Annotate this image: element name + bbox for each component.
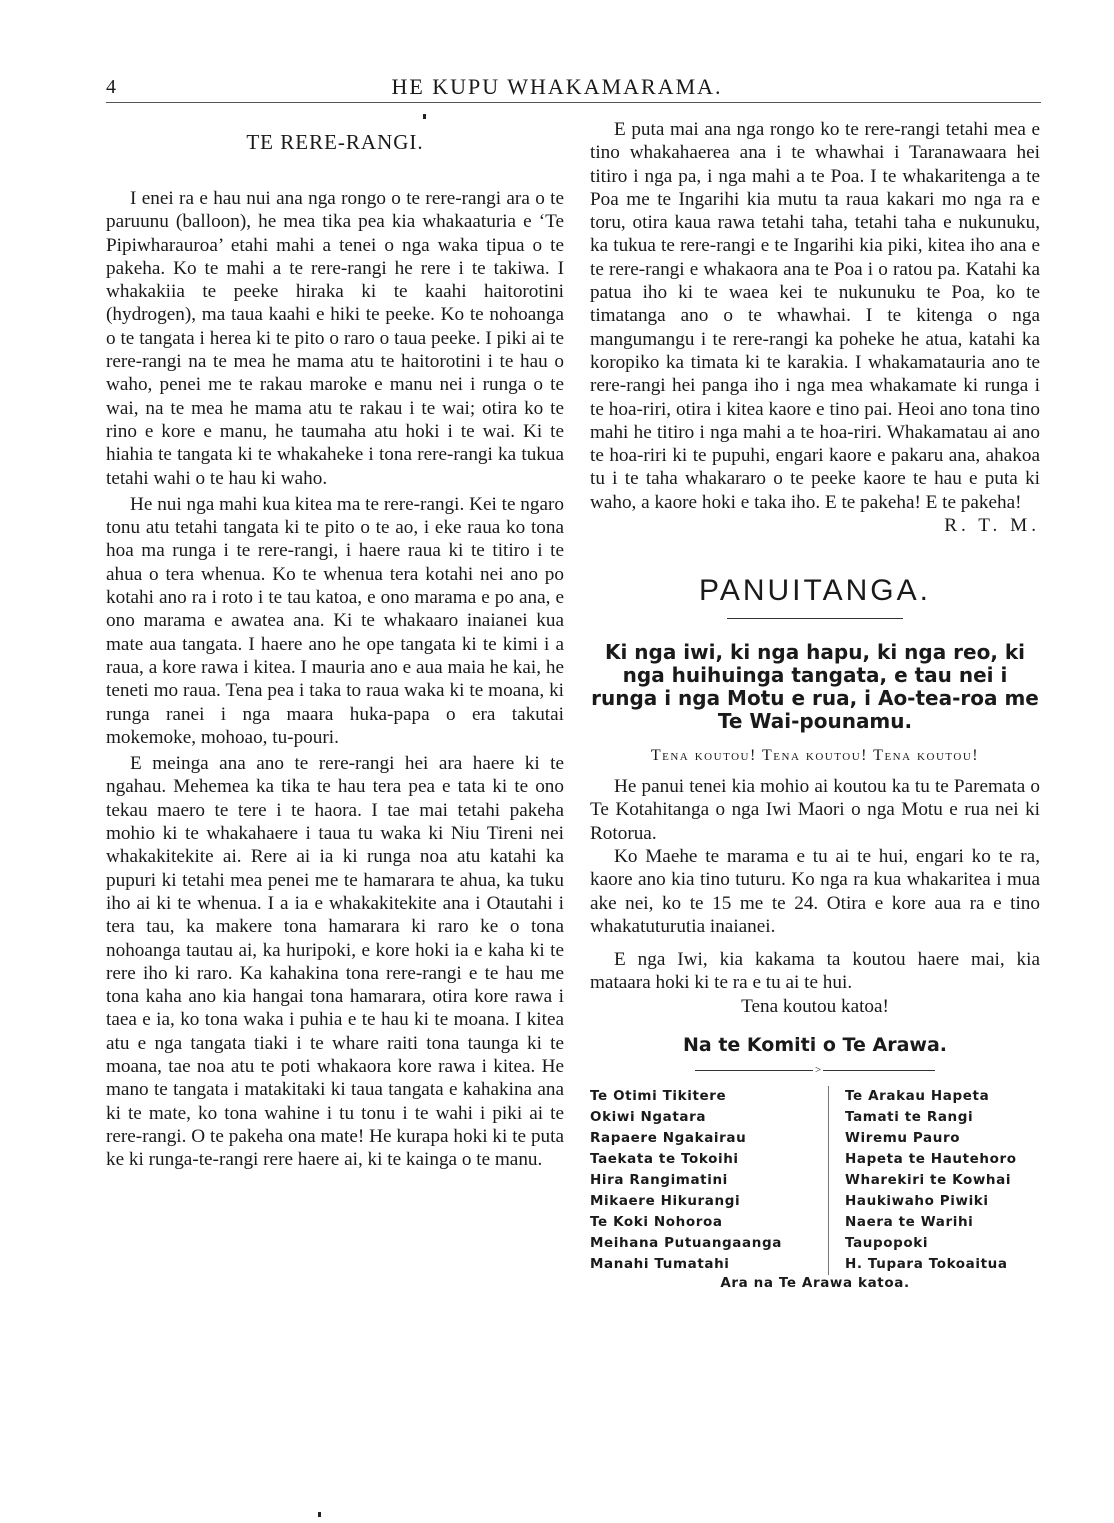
committee-member: Manahi Tumatahi — [590, 1255, 730, 1272]
committee-member: Wiremu Pauro — [845, 1129, 961, 1146]
notice-footer: Ara na Te Arawa katoa. — [720, 1274, 910, 1291]
article-paragraph-2: He nui nga mahi kua kitea ma te rere-rangi. Kei te ngaro tonu atu tetahi tangata ki te pito o te ao, i eke raua ko tona hoa ma runga i te rere-rangi, i haere raua ki te titiro i te ahua o tera whenua. Ko te whenua tera kotahi nei ano po kotahi ano ra i roto i te tau katoa, e ono marama e po ana, e ono marama e awatea ana. Ki te whakaaro inaianei kua mate aua tangata. I haere ano he ope tangata ki te kimi i a raua, a kore rawa i kitea. I mauria ano e aua maia he kai, he teneti mo raua. Tena pea i taka to raua waka ki te moana, ki runga ranei i nga maara huka-papa o era takutai mokemoke, mohoao, tu-pouri. — [106, 493, 564, 748]
committee-member: Meihana Putuangaanga — [590, 1234, 782, 1251]
header-rule — [106, 102, 1041, 103]
article-paragraph-1: I enei ra e hau nui ana nga rongo o te rere-rangi ara o te paruunu (balloon), he mea tika pea kia whakaaturia e ‘Te Pipiwharauroa’ etahi mahi a tenei o nga waka tipua o te pakeha. Ko te mahi a te rere-rangi he rere i te takiwa. I whakakiia te peeke hiraka ki te kaahi haitorotini (hydrogen), ma taua kaahi e hiki te peeke. Ko te nohoanga o te tangata i herea ki te pito o raro o taua peeke. I piki ai te rere-rangi na te mea he mama atu te haitorotini i te hau o waho, penei me te rakau maroke e manu nei i runga o te wai, na te mea he mama atu te rakau i te wai; otira ko te rino e kore e manu, he taumaha atu hoki i te wai. Ki te hiahia te tangata ki te whakaheke i tona rere-rangi ka tukua tetahi wahi o te hau ki waho. — [106, 188, 564, 489]
committee-member: Mikaere Hikurangi — [590, 1192, 741, 1209]
committee-member: Te Koki Nohoroa — [590, 1213, 723, 1230]
notice-address: Ki nga iwi, ki nga hapu, ki nga reo, ki nga huihuinga tangata, e tau nei i runga i nga Motu e rua, i Ao-tea-roa me Te Wai-pounamu. — [591, 640, 1039, 734]
members-left-list — [590, 1086, 829, 1275]
notice-paragraph-2: Ko Maehe te marama e tu ai te hui, engari ko te ra, kaore ano kia tino tuturu. Ko nga ra kua whakaritea i mua ake nei, ko te 15 me te 24. Otira e kore aua ra e tino whakatuturutia inaianei. — [590, 845, 1040, 937]
committee-member: Wharekiri te Kowhai — [845, 1171, 1012, 1188]
committee-member: Taekata te Tokoihi — [590, 1150, 739, 1167]
page-number: 4 — [106, 76, 116, 98]
committee-member: Te Otimi Tikitere — [590, 1087, 727, 1104]
ornament-rule — [695, 1063, 935, 1076]
article-signature: R. T. M. — [944, 515, 1040, 537]
notice-title: PANUITANGA. — [699, 574, 931, 608]
committee-member: Haukiwaho Piwiki — [845, 1192, 989, 1209]
committee-member: Hira Rangimatini — [590, 1171, 728, 1188]
committee-member: Rapaere Ngakairau — [590, 1129, 747, 1146]
committee-member: Tamati te Rangi — [845, 1108, 974, 1125]
committee-member: Hapeta te Hautehoro — [845, 1150, 1017, 1167]
committee-title: Na te Komiti o Te Arawa. — [683, 1033, 947, 1056]
article-title: TE RERE-RANGI. — [246, 130, 424, 154]
notice-closing: Tena koutou katoa! — [741, 995, 889, 1017]
notice-paragraph-1: He panui tenei kia mohio ai koutou ka tu te Paremata o Te Kotahitanga o nga Iwi Maori o nga Motu e rua nei ki Rotorua. — [590, 776, 1040, 844]
notice-greeting: Tena koutou! Tena koutou! Tena koutou! — [650, 747, 980, 765]
running-head: HE KUPU WHAKAMARAMA. — [391, 74, 723, 99]
notice-paragraph-3: E nga Iwi, kia kakama ta koutou haere mai, kia mataara hoki ki te ra e tu ai te hui. — [590, 949, 1040, 994]
committee-member: H. Tupara Tokoaitua — [845, 1255, 1008, 1272]
notice-rule — [727, 618, 903, 619]
ornament-icon: > — [815, 1063, 822, 1076]
article-paragraph-3: E meinga ana ano te rere-rangi hei ara haere ki te ngahau. Mehemea ka tika te hau tera pea e tata ki te ono tekau maero te tere i te haora. I tae mai tetahi pakeha mohio ki te whakahaere i taua tu waka ki Niu Tireni nei whakakitekite ai. Rere ai ia ki runga noa atu katahi ka pupuri ki tetahi mea penei me te hamarara te ahua, ka tuku iho ai ki te whenua. I a ia e whakakitekite ana i Otautahi i tera tau, ka makere tona hamarara ki raro ke o tona nohoanga tautau ai, ka huripoki, e kore hoki ia e kaha ki te rere iho ki raro. Ka kahakina tona rere-rangi e te hau me tona kaha ano kia hangai tona hamarara, otira kore rawa i taea e ia, ko tona waka i puhia e te hau ki te moana. I kitea atu e nga tangata tiaki i te whare raiti tona taunga ki te moana, tae noa atu te poti whakaora kore rawa i kitea. He mano te tangata i matakitaki ki taua tangata e kahakina ana ki te mate, ko tona wahine i tu tonu i te wahi i piki ai te rere-rangi. O te pakeha ona mate! He kurapa hoki ki te puta ke ki runga-te-rangi rere haere ai, ki te kainga o te manu. — [106, 753, 564, 1171]
committee-member: Okiwi Ngatara — [590, 1108, 707, 1125]
right-column — [590, 118, 1040, 1291]
committee-member: Te Arakau Hapeta — [845, 1087, 990, 1104]
left-column — [106, 118, 564, 1171]
committee-member: Taupopoki — [845, 1234, 929, 1251]
members-right-list — [829, 1086, 1017, 1275]
print-speck — [318, 1512, 321, 1517]
committee-member: Naera te Warihi — [845, 1213, 974, 1230]
article-paragraph-4: E puta mai ana nga rongo ko te rere-rangi tetahi mea e tino whakahaerea ana i te whawhai i Taranawaara hei titiro i nga pa, i nga mahi a te Poa. I te whakaritenga a te Poa me te Ingarihi kia mutu ta raua kakari mo nga ra e toru, otira kaua rawa tetahi taha, tetahi taha e nukunuku, ka tukua te rere-rangi e te Ingarihi kia piki, kitea iho ana e te rere-rangi e whakaora ana te Poa i o ratou pa. Katahi ka patua iho ki te waea kei te nukunuku te Poa, ko te timatanga ano o te whawhai. I te kitenga o nga mangumangu i te rere-rangi ka poheke he atua, katahi ka koropiko ka timata ki te karakia. I whakamatauria ano te rere-rangi hei panga iho i nga mea whakamate ki runga i te hoa-riri, otira i kitea kaore e tino pai. Heoi ano tona tino mahi he titiro i nga mahi a te hoa-riri. Whakamatau ai ano te hoa-riri ki te pupuhi, engari kaore e pakaru ana, ahakoa tu i te taha whakararo o te peeke kaore te hau e puta ki waho, a kaore hoki e taka iho. E te pakeha! E te pakeha! — [590, 119, 1040, 513]
committee-members — [590, 1086, 1040, 1275]
